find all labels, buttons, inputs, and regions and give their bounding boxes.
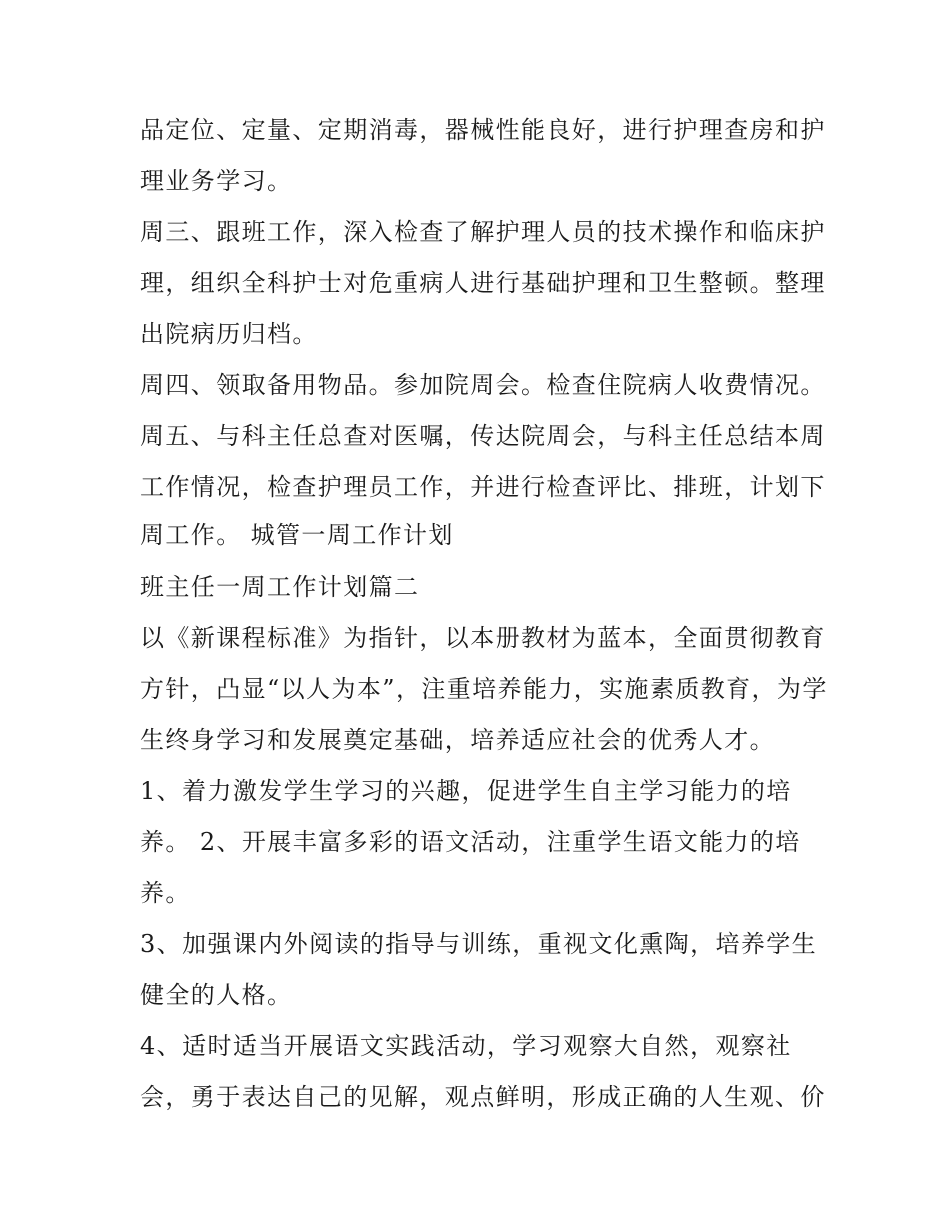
text-line: 生终身学习和发展奠定基础，培养适应社会的优秀人才。: [140, 726, 775, 754]
text-line: 周工作。 城管一周工作计划: [140, 521, 454, 549]
text-line: 周四、领取备用物品。参加院周会。检查住院病人收费情况。: [140, 371, 826, 399]
text-line: 养。 2、开展丰富多彩的语文活动，注重学生语文能力的培: [140, 828, 801, 856]
text-line: 养。: [140, 879, 191, 907]
text-line: 周五、与科主任总查对医嘱，传达院周会，与科主任总结本周: [140, 422, 826, 450]
text-line: 方针，凸显“以人为本”，注重培养能力，实施素质教育，为学: [140, 675, 828, 703]
text-line: 理，组织全科护士对危重病人进行基础护理和卫生整顿。整理: [140, 269, 826, 297]
text-line: 1、着力激发学生学习的兴趣，促进学生自主学习能力的培: [140, 777, 792, 805]
text-line: 工作情况，检查护理员工作，并进行检查评比、排班，计划下: [140, 473, 826, 501]
text-line: 品定位、定量、定期消毒，器械性能良好，进行护理查房和护: [140, 116, 826, 144]
text-line: 会，勇于表达自己的见解，观点鲜明，形成正确的人生观、价: [140, 1083, 826, 1111]
text-line: 出院病历归档。: [140, 320, 318, 348]
section-heading: 班主任一周工作计划篇二: [140, 573, 420, 601]
text-line: 4、适时适当开展语文实践活动，学习观察大自然，观察社: [140, 1032, 792, 1060]
text-line: 理业务学习。: [140, 167, 293, 195]
text-line: 周三、跟班工作，深入检查了解护理人员的技术操作和临床护: [140, 218, 826, 246]
text-line: 以《新课程标准》为指针，以本册教材为蓝本，全面贯彻教育: [140, 624, 826, 652]
text-line: 健全的人格。: [140, 981, 293, 1009]
text-line: 3、加强课内外阅读的指导与训练，重视文化熏陶，培养学生: [140, 930, 818, 958]
